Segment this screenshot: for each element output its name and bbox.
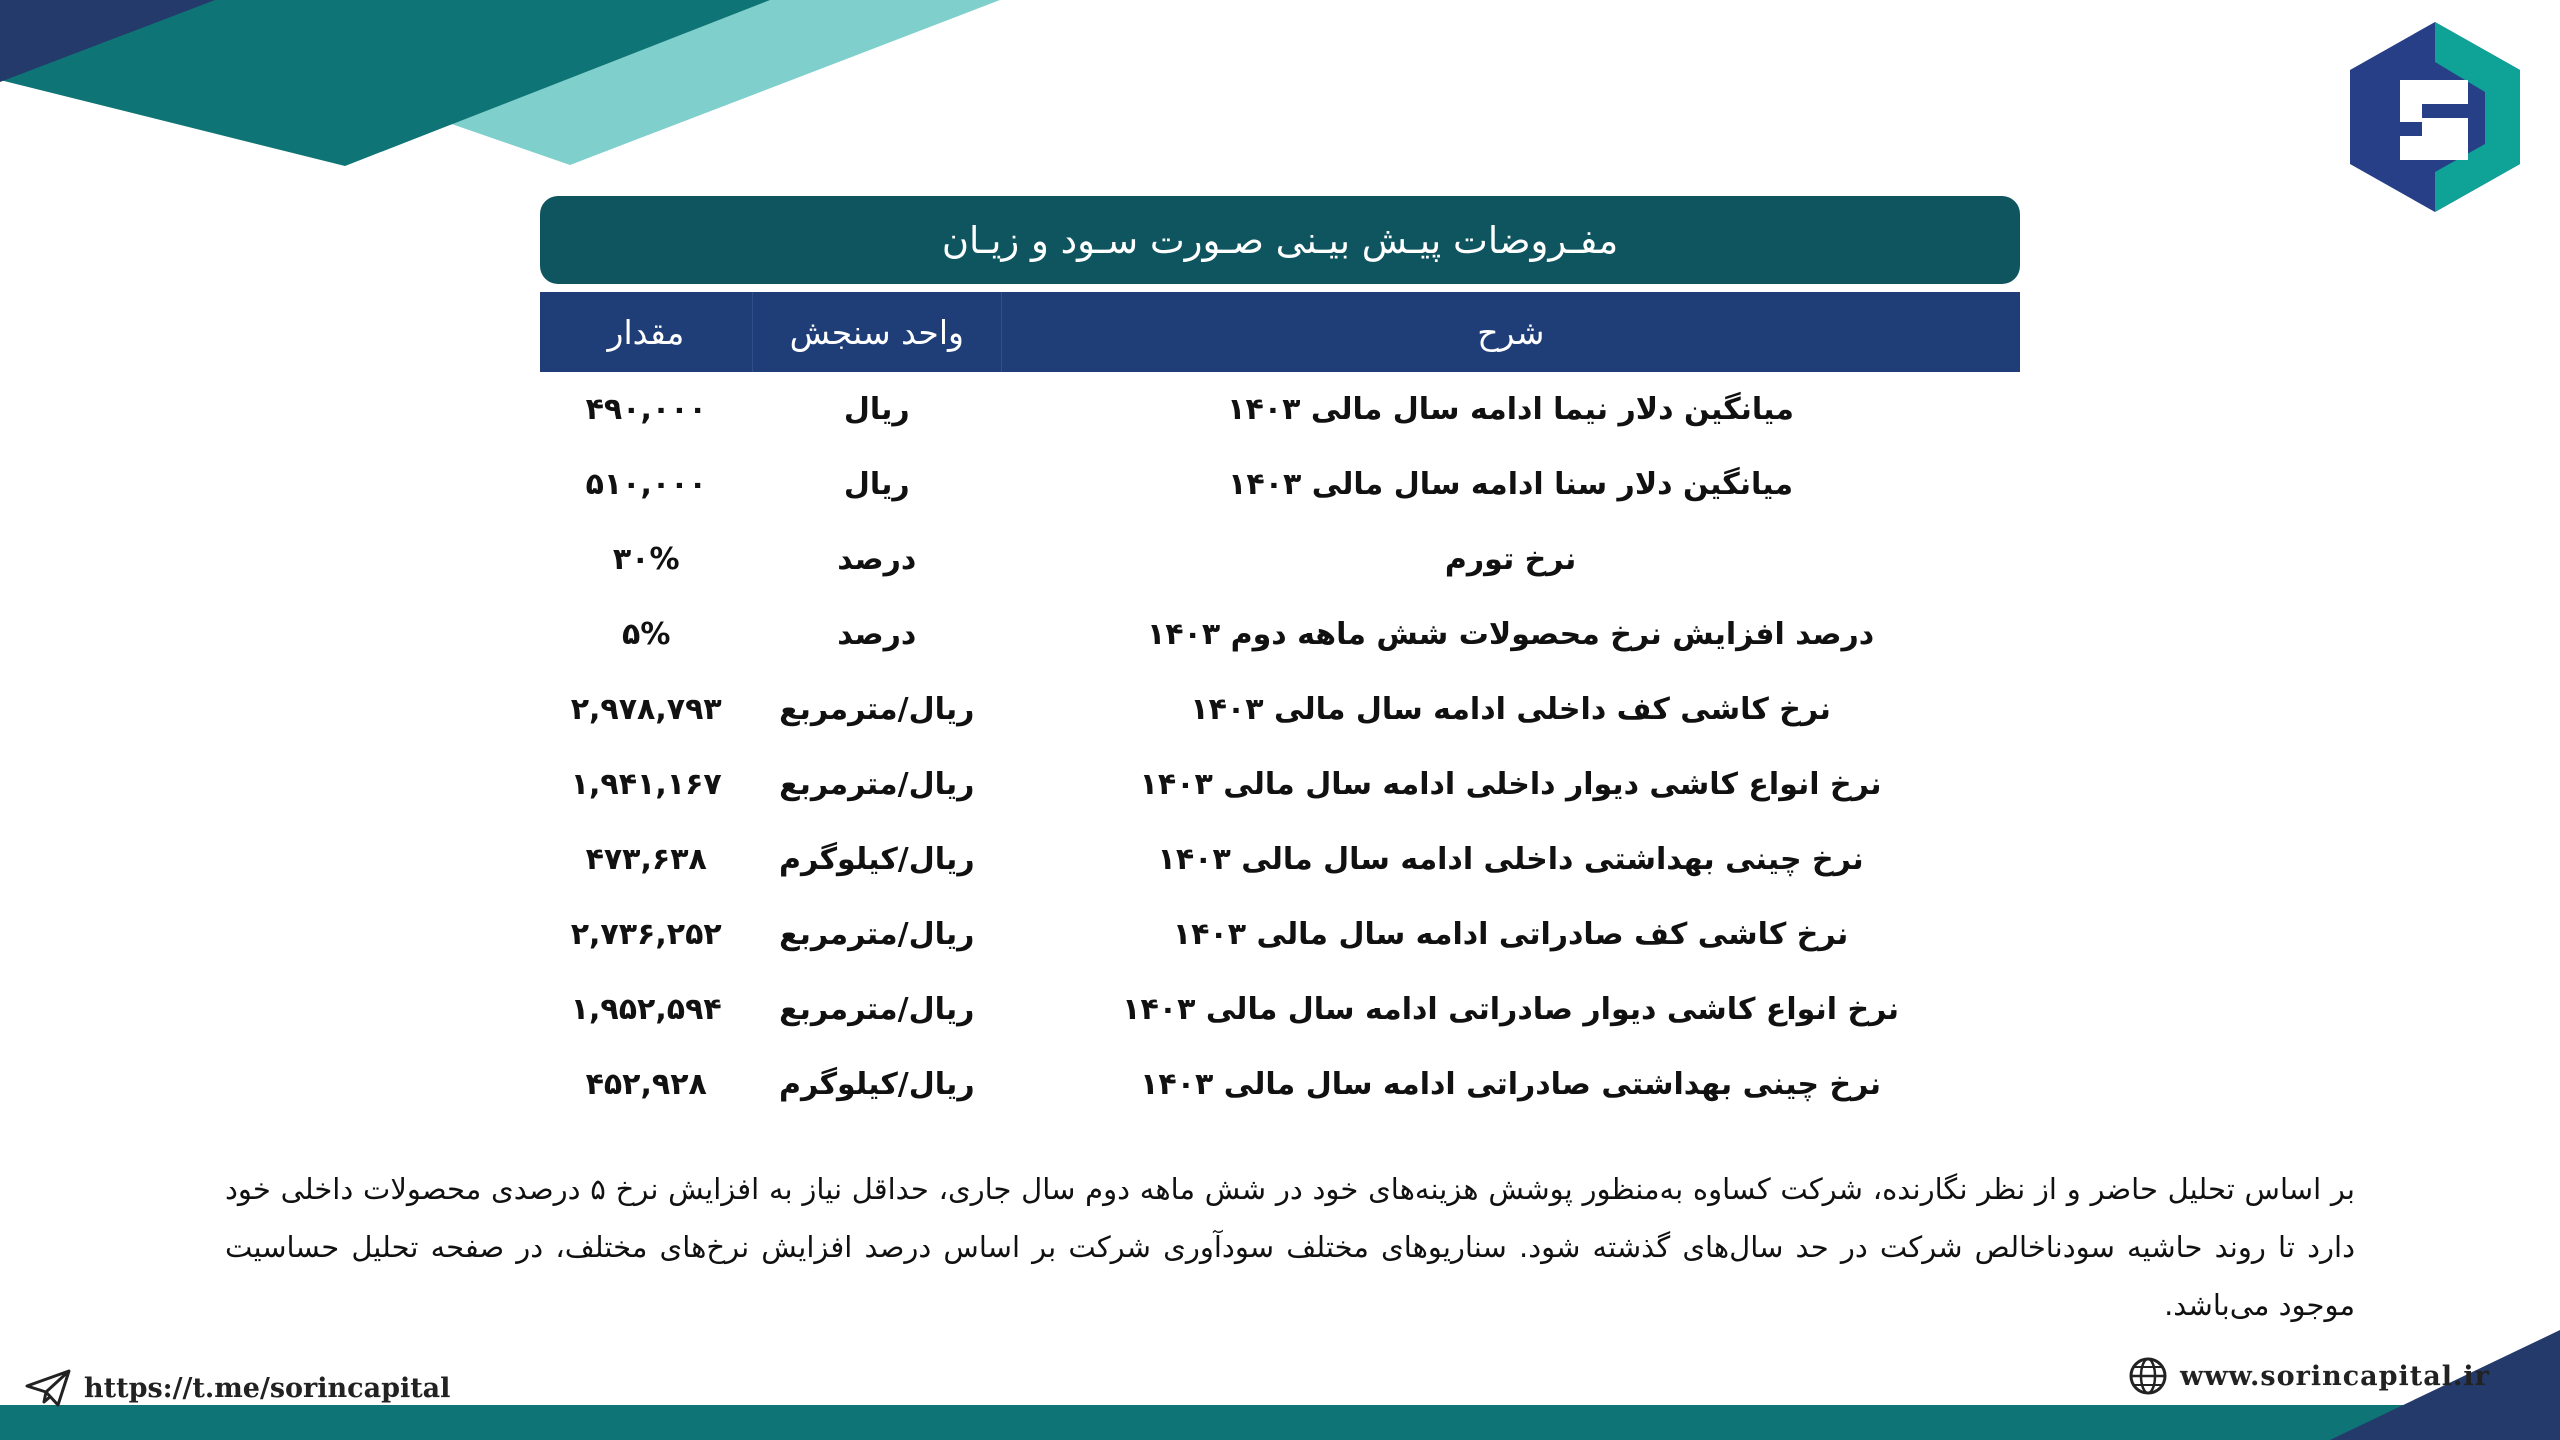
page-title: مفـروضات پیـش بیـنی صـورت سـود و زیـان (540, 196, 2020, 284)
cell-unit: ریال/کیلوگرم (778, 1067, 975, 1102)
cell-unit: ریال (843, 392, 910, 427)
cell-unit: درصد (837, 617, 917, 652)
cell-description: نرخ انواع کاشی دیوار داخلی ادامه سال مالی ۱۴۰۳ (1139, 767, 1882, 802)
top-decoration (0, 0, 1000, 170)
cell-description: نرخ کاشی کف صادراتی ادامه سال مالی ۱۴۰۳ (1172, 917, 1849, 952)
cell-description: نرخ انواع کاشی دیوار صادراتی ادامه سال مالی ۱۴۰۳ (1122, 992, 1900, 1027)
table-row (540, 597, 2020, 672)
cell-value: ۳۰% (612, 542, 680, 577)
cell-value: ۵% (622, 617, 671, 652)
cell-value: ۲,۷۳۶,۲۵۲ (570, 917, 722, 952)
cell-value: ۱,۹۴۱,۱۶۷ (570, 767, 722, 802)
cell-description: نرخ چینی بهداشتی صادراتی ادامه سال مالی ۱۴۰۳ (1140, 1067, 1882, 1102)
analysis-paragraph: بر اساس تحلیل حاضر و از نظر نگارنده، شرکت کساوه به‌منظور پوشش هزینه‌های خود در شش ماهه دوم سال جاری، حداقل نیاز به افزایش نرخ ۵ درصدی محصولات داخلی خود دارد تا روند حاشیه سودناخالص شرکت در حد سال‌های گذشته شود. سناریوهای مختلف سودآوری شرکت بر اساس درصد افزایش نرخ‌های مختلف، در صفحه تحلیل حساسیت موجود می‌باشد. (225, 1172, 2355, 1322)
table-row (540, 1047, 2020, 1122)
table-row (540, 822, 2020, 897)
cell-unit: ریال/مترمربع (779, 692, 975, 727)
cell-description: درصد افزایش نرخ محصولات شش ماهه دوم ۱۴۰۳ (1146, 617, 1875, 652)
table-row (540, 372, 2020, 447)
website-link-text[interactable]: www.sorincapital.ir (2180, 1360, 2490, 1392)
forecast-assumptions-table (540, 292, 2020, 1122)
cell-unit: ریال (843, 467, 910, 502)
table-header-row (540, 292, 2020, 372)
table-row (540, 522, 2020, 597)
table-row (540, 972, 2020, 1047)
header-value: مقدار (540, 292, 752, 372)
globe-icon (2128, 1356, 2168, 1396)
paper-plane-icon (24, 1368, 72, 1408)
sorin-logo (2350, 22, 2520, 212)
cell-value: ۲,۹۷۸,۷۹۳ (570, 692, 722, 727)
cell-value: ۴۷۳,۶۳۸ (585, 842, 707, 877)
cell-description: میانگین دلار نیما ادامه سال مالی ۱۴۰۳ (1227, 392, 1794, 427)
header-description: شرح (1001, 292, 2020, 372)
cell-unit: ریال/مترمربع (779, 767, 975, 802)
telegram-link-text[interactable]: https://t.me/sorincapital (84, 1372, 451, 1404)
table-row (540, 672, 2020, 747)
cell-description: نرخ کاشی کف داخلی ادامه سال مالی ۱۴۰۳ (1190, 692, 1831, 727)
cell-unit: درصد (837, 542, 917, 577)
telegram-link[interactable] (24, 1368, 450, 1408)
table-row (540, 897, 2020, 972)
website-link[interactable] (2128, 1356, 2490, 1396)
cell-unit: ریال/مترمربع (779, 992, 975, 1027)
cell-value: ۵۱۰,۰۰۰ (585, 467, 707, 502)
cell-value: ۴۵۲,۹۲۸ (585, 1067, 707, 1102)
cell-description: میانگین دلار سنا ادامه سال مالی ۱۴۰۳ (1228, 467, 1794, 502)
cell-description: نرخ تورم (1444, 542, 1577, 577)
table-row (540, 447, 2020, 522)
table-row (540, 747, 2020, 822)
header-unit: واحد سنجش (752, 292, 1001, 372)
cell-description: نرخ چینی بهداشتی داخلی ادامه سال مالی ۱۴۰۳ (1157, 842, 1864, 877)
cell-value: ۴۹۰,۰۰۰ (585, 392, 707, 427)
cell-value: ۱,۹۵۲,۵۹۴ (570, 992, 722, 1027)
cell-unit: ریال/مترمربع (779, 917, 975, 952)
cell-unit: ریال/کیلوگرم (778, 842, 975, 877)
